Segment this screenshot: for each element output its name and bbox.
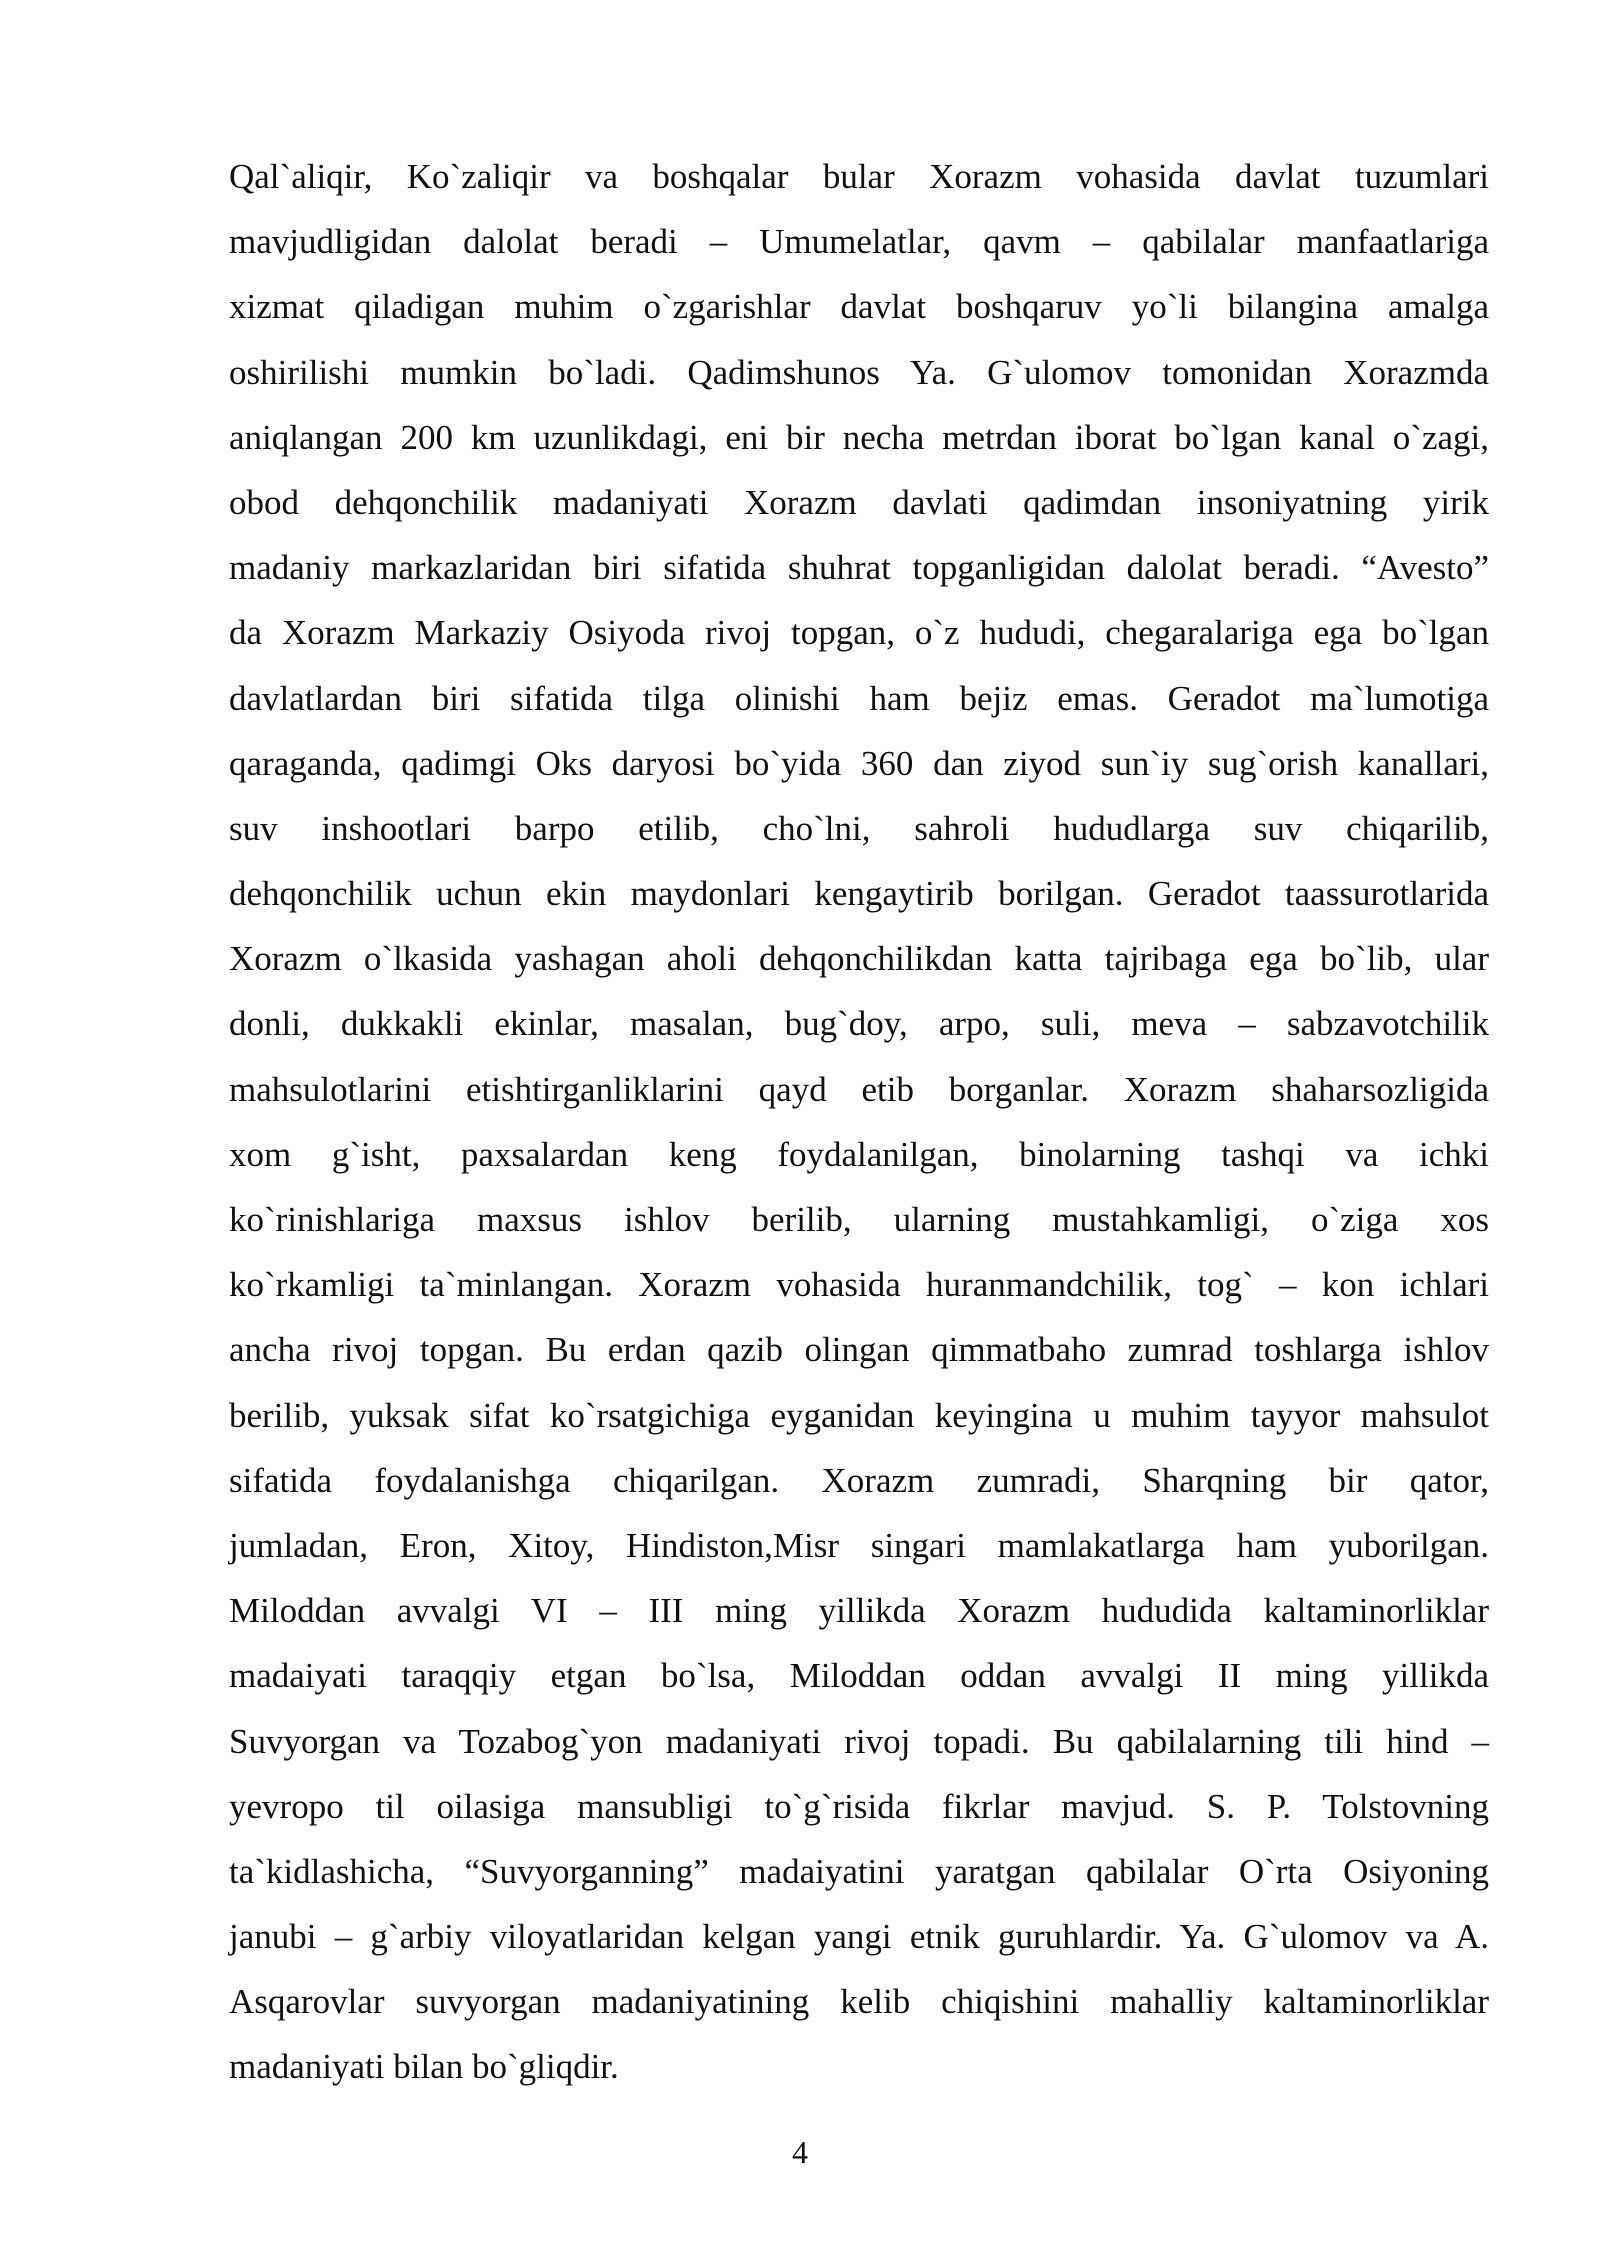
text-line-28: janubi – g`arbiy viloyatlaridan kelgan yangi etnik guruhlardir. Ya. G`ulomov va A. [229, 1917, 1489, 1957]
text-line-22: jumladan, Eron, Xitoy, Hindiston,Misr singari mamlakatlarga ham yuborilgan. [229, 1525, 1489, 1565]
text-line-12: dehqonchilik uchun ekin maydonlari kengaytirib borilgan. Geradot taassurotlarida [229, 874, 1489, 914]
text-line-13: Xorazm o`lkasida yashagan aholi dehqonchilikdan katta tajribaga ega bo`lib, ular [229, 939, 1489, 979]
text-line-27: ta`kidlashicha, “Suvyorganning” madaiyatini yaratgan qabilalar O`rta Osiyoning [229, 1851, 1489, 1891]
text-line-17: ko`rinishlariga maxsus ishlov berilib, ularning mustahkamligi, o`ziga xos [229, 1200, 1489, 1239]
text-line-29: Asqarovlar suvyorgan madaniyatining kelib chiqishini mahalliy kaltaminorliklar [229, 1982, 1489, 2022]
text-line-4: oshirilishi mumkin bo`ladi. Qadimshunos Ya. G`ulomov tomonidan Xorazmda [229, 352, 1489, 392]
text-line-16: xom g`isht, paxsalardan keng foydalanilgan, binolarning tashqi va ichki [229, 1134, 1489, 1174]
text-line-2: mavjudligidan dalolat beradi – Umumelatlar, qavm – qabilalar manfaatlariga [229, 222, 1489, 262]
text-line-6: obod dehqonchilik madaniyati Xorazm davlati qadimdan insoniyatning yirik [229, 482, 1489, 522]
text-line-18: ko`rkamligi ta`minlangan. Xorazm vohasida huranmandchilik, tog` – kon ichlari [229, 1265, 1489, 1305]
text-line-24: madaiyati taraqqiy etgan bo`lsa, Miloddan oddan avvalgi II ming yillikda [229, 1656, 1489, 1696]
text-line-10: qaraganda, qadimgi Oks daryosi bo`yida 360 dan ziyod sun`iy sug`orish kanallari, [229, 743, 1489, 783]
text-line-26: yevropo til oilasiga mansubligi to`g`risida fikrlar mavjud. S. P. Tolstovning [229, 1786, 1489, 1826]
text-line-8: da Xorazm Markaziy Osiyoda rivoj topgan, o`z hududi, chegaralariga ega bo`lgan [229, 613, 1489, 653]
body-paragraph [229, 144, 1489, 2100]
text-line-9: davlatlardan biri sifatida tilga olinishi ham bejiz emas. Geradot ma`lumotiga [229, 678, 1489, 718]
text-line-14: donli, dukkakli ekinlar, masalan, bug`doy, arpo, suli, meva – sabzavotchilik [229, 1004, 1489, 1044]
text-line-20: berilib, yuksak sifat ko`rsatgichiga eyganidan keyingina u muhim tayyor mahsulot [229, 1395, 1489, 1435]
text-line-7: madaniy markazlaridan biri sifatida shuhrat topganligidan dalolat beradi. “Avesto” [229, 548, 1489, 588]
page-number: 4 [792, 2134, 808, 2170]
text-line-25: Suvyorgan va Tozabog`yon madaniyati rivoj topadi. Bu qabilalarning tili hind – [229, 1721, 1489, 1761]
text-line-15: mahsulotlarini etishtirganliklarini qayd etib borganlar. Xorazm shaharsozligida [229, 1069, 1489, 1109]
text-line-23: Miloddan avvalgi VI – III ming yillikda Xorazm hududida kaltaminorliklar [229, 1591, 1489, 1631]
text-line-11: suv inshootlari barpo etilib, cho`lni, sahroli hududlarga suv chiqarilib, [229, 808, 1489, 848]
text-line-30: madaniyati bilan bo`gliqdir. [229, 2047, 619, 2087]
text-line-5: aniqlangan 200 km uzunlikdagi, eni bir necha metrdan iborat bo`lgan kanal o`zagi, [229, 417, 1489, 457]
text-line-21: sifatida foydalanishga chiqarilgan. Xorazm zumradi, Sharqning bir qator, [229, 1460, 1489, 1500]
text-line-3: xizmat qiladigan muhim o`zgarishlar davlat boshqaruv yo`li bilangina amalga [229, 287, 1489, 327]
text-line-1: Qal`aliqir, Ko`zaliqir va boshqalar bular Xorazm vohasida davlat tuzumlari [229, 157, 1489, 196]
text-line-19: ancha rivoj topgan. Bu erdan qazib olingan qimmatbaho zumrad toshlarga ishlov [229, 1330, 1489, 1370]
